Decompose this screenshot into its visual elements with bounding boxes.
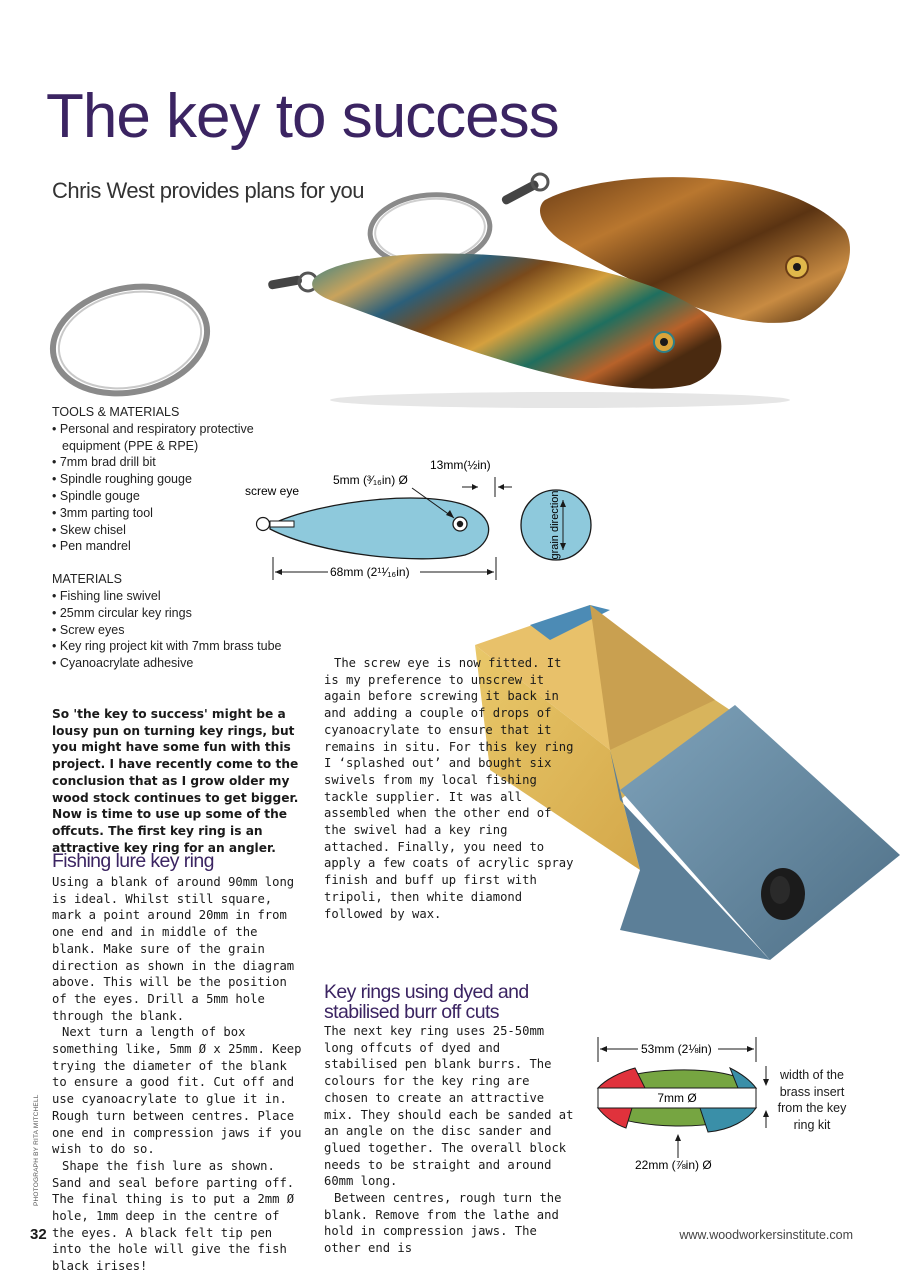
materials-heading: MATERIALS xyxy=(52,572,122,587)
list-item: • Key ring project kit with 7mm brass tube xyxy=(52,638,292,655)
list-item: • 3mm parting tool xyxy=(52,505,292,522)
fishing-text xyxy=(52,874,308,1275)
page-number: 32 xyxy=(30,1226,47,1243)
width-label: 53mm (2⅛in) xyxy=(641,1042,712,1056)
paragraph: The next key ring uses 25-50mm long offcuts of dyed and stabilised pen blank burrs. The colours for the key ring are chosen to create an attractive mix. They should each be sanded at an angle on the disc sander and glued together. The overall block needs to be straight and around 60mm long. xyxy=(324,1024,574,1189)
intro-paragraph: So 'the key to success' might be a lousy pun on turning key rings, but you might have some fun with this project. I have recently come to the conclusion that as I grow older my wood stock continues to get bigger. Now is time to use up some of the offcuts. The first key ring is an attractive key ring for an angler. xyxy=(52,707,299,855)
lure-diagram xyxy=(240,455,600,585)
list-item: • Fishing line swivel xyxy=(52,588,292,605)
end-label: 13mm(½in) xyxy=(430,458,491,472)
materials-list xyxy=(52,588,292,672)
list-item: • 7mm brad drill bit xyxy=(52,454,292,471)
tools-heading: TOOLS & MATERIALS xyxy=(52,405,180,419)
screw-eye-label xyxy=(245,484,299,498)
list-item: • Spindle gouge xyxy=(52,488,292,505)
paragraph: Using a blank of around 90mm long is ideal. Whilst still square, mark a point around 20mm in from one end and in middle of the blank. Make sure of the grain direction as shown in the diagram above. This will be the position of the eyes. Drill a 5mm hole through the blank. xyxy=(52,875,295,1023)
list-item: • Skew chisel xyxy=(52,522,292,539)
dyed-text xyxy=(324,1023,579,1257)
paragraph: Between centres, rough turn the blank. Remove from the lathe and hold in compression jaws. The other end is xyxy=(324,1191,562,1256)
list-item: • Cyanoacrylate adhesive xyxy=(52,655,292,672)
list-item: • 25mm circular key rings xyxy=(52,605,292,622)
photo-credit xyxy=(33,1094,45,1210)
length-label: 68mm (2¹¹⁄₁₆in) xyxy=(330,565,410,579)
list-item: • Screw eyes xyxy=(52,622,292,639)
paragraph: Next turn a length of box something like, 5mm Ø x 25mm. Keep trying the diameter of the blank to ensure a good fit. Cut off and use cyanoacrylate to glue it in. Rough turn between centres. Place one end in compression jaws if you wish to do so. xyxy=(52,1025,302,1157)
page-title: The key to success xyxy=(46,82,559,151)
website-link[interactable]: www.woodworkersinstitute.com xyxy=(679,1228,853,1242)
diameter-label: 22mm (⅞in) Ø xyxy=(635,1158,712,1172)
list-item: • Personal and respiratory protective equipment (PPE & RPE) xyxy=(52,421,292,455)
screw-eye-text xyxy=(324,655,579,922)
grain-label: grain direction xyxy=(549,490,561,560)
list-item: • Spindle roughing gouge xyxy=(52,471,292,488)
hole-label: 7mm Ø xyxy=(657,1091,697,1105)
hole-label: 5mm (³⁄₁₆in) Ø xyxy=(333,473,408,487)
screw-eye-label-text: screw eye xyxy=(245,484,300,498)
page-subtitle: Chris West provides plans for you xyxy=(52,178,365,203)
paragraph: Shape the fish lure as shown. Sand and seal before parting off. The final thing is to put a 2mm Ø hole, 1mm deep in the centre of the eyes. A black felt tip pen into the hole will give the fish black irises! xyxy=(52,1158,295,1274)
photo-credit-text: PHOTOGRAPH BY RITA MITCHELL xyxy=(33,1094,40,1206)
fishing-heading: Fishing lure key ring xyxy=(52,850,214,872)
list-item: • Pen mandrel xyxy=(52,538,292,555)
paragraph: The screw eye is now fitted. It is my preference to unscrew it again before screwing it back in and adding a couple of drops of cyanoacrylate to ensure that it remains in situ. For this key ring I ‘splashed out’ and bought six swivels from my local fishing tackle supplier. It was all assembled when the other end of the swivel had a key ring attached. Finally, you need to apply a few coats of acrylic spray finish and buff up first with tripoli, then white diamond followed by wax. xyxy=(324,656,574,921)
dyed-heading: Key rings using dyed and stabilised burr off cuts xyxy=(324,981,529,1023)
insert-label: width of the brass insert from the key ring kit xyxy=(777,1068,847,1132)
keyring-photo xyxy=(40,160,900,410)
